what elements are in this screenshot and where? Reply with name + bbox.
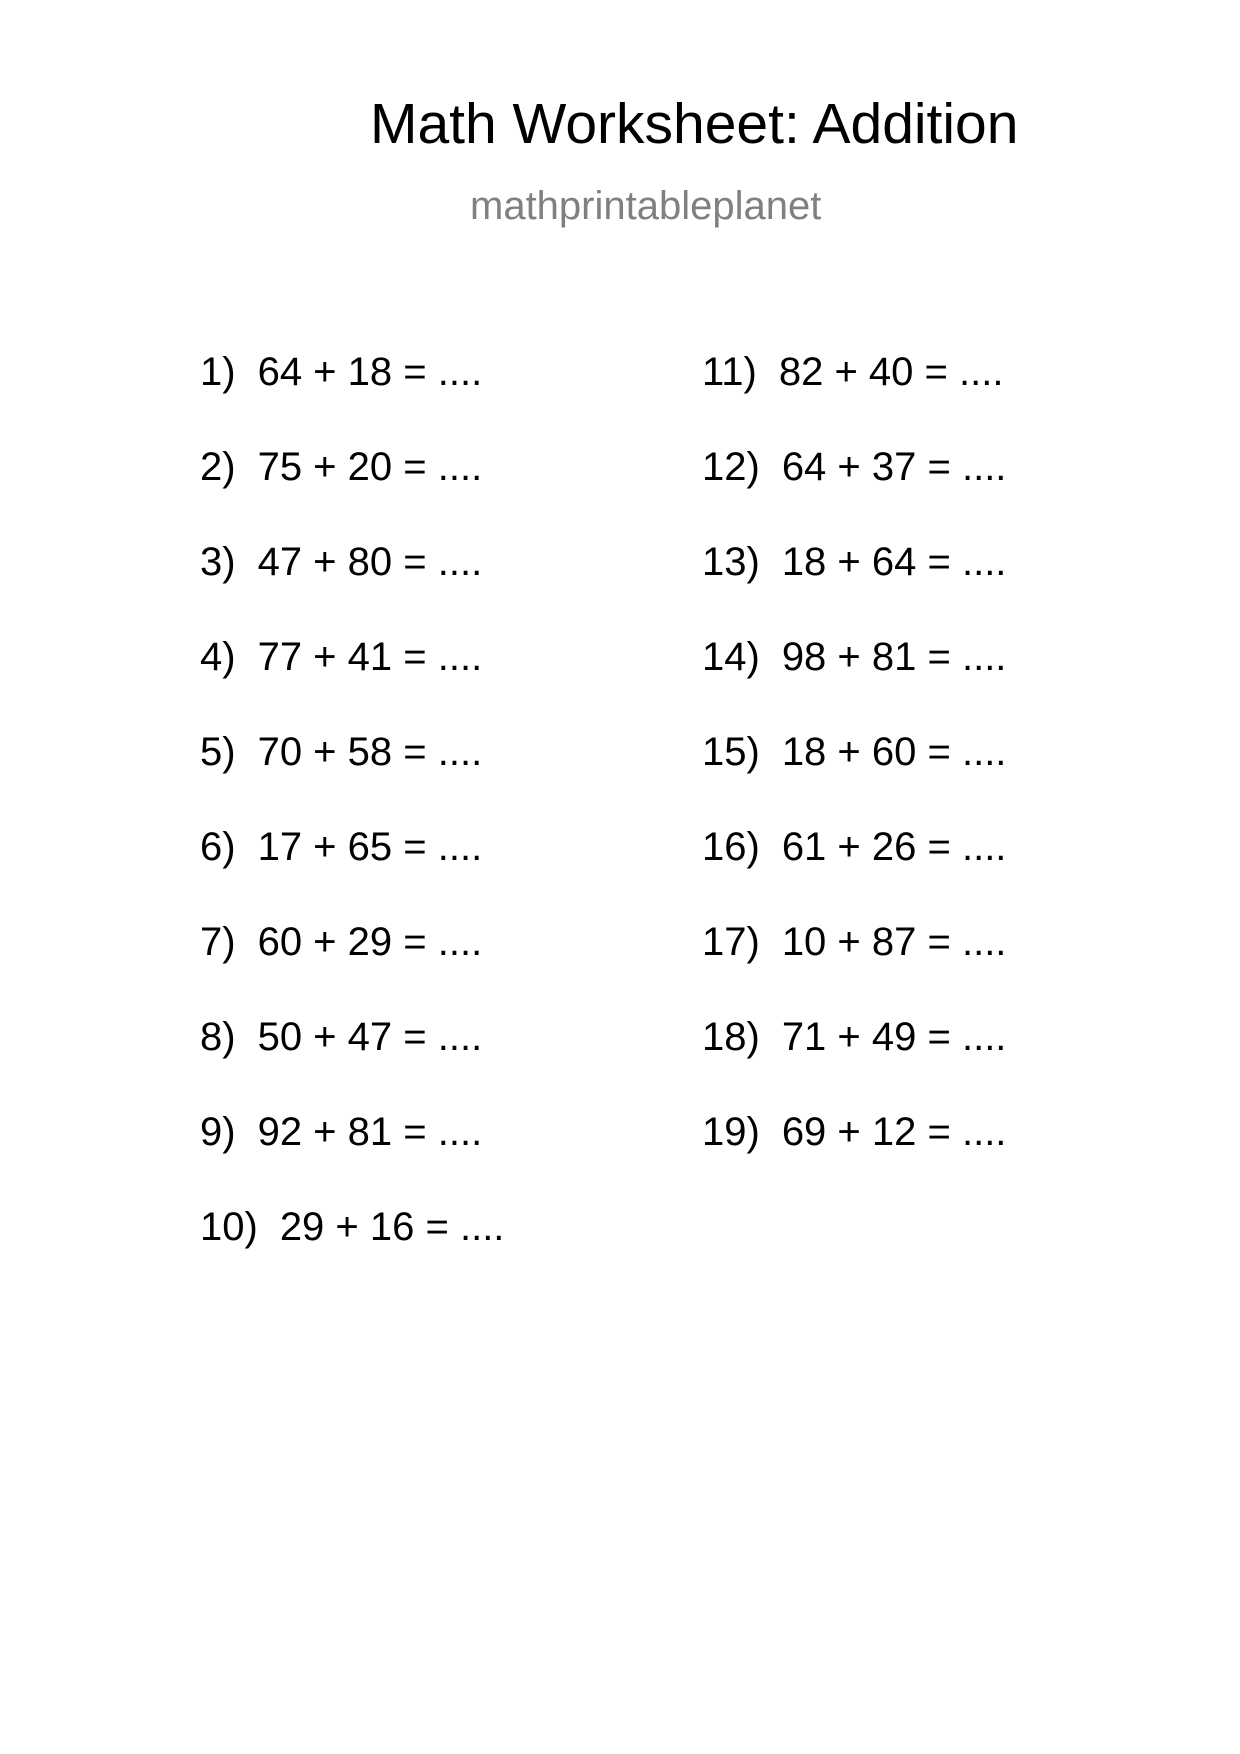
problem-number: 8)	[200, 1015, 236, 1059]
problem-item	[702, 827, 1006, 922]
problem-expression: 10 + 87 = ....	[781, 920, 1007, 964]
problem-expression: 60 + 29 = ....	[257, 920, 483, 964]
problem-number: 5)	[200, 730, 236, 774]
problem-number: 14)	[702, 635, 760, 679]
problem-item	[200, 447, 504, 542]
source-label: mathprintableplanet	[470, 184, 822, 228]
problem-expression: 29 + 16 = ....	[279, 1205, 505, 1249]
problem-number: 11)	[702, 350, 757, 394]
problem-number: 19)	[702, 1110, 760, 1154]
problem-item	[200, 1207, 504, 1302]
problem-item	[200, 1112, 504, 1207]
problem-number: 17)	[702, 920, 760, 964]
problem-expression: 47 + 80 = ....	[257, 540, 483, 584]
problem-number: 1)	[200, 350, 236, 394]
problem-expression: 18 + 60 = ....	[781, 730, 1007, 774]
problem-number: 4)	[200, 635, 236, 679]
problem-expression: 82 + 40 = ....	[778, 350, 1004, 394]
problem-number: 16)	[702, 825, 760, 869]
problem-item	[702, 352, 1006, 447]
problem-item	[702, 922, 1006, 1017]
problem-number: 2)	[200, 445, 236, 489]
problem-item	[702, 1112, 1006, 1207]
problem-item	[200, 637, 504, 732]
problem-expression: 17 + 65 = ....	[257, 825, 483, 869]
problem-expression: 71 + 49 = ....	[781, 1015, 1007, 1059]
problem-item	[200, 922, 504, 1017]
problem-expression: 98 + 81 = ....	[781, 635, 1007, 679]
problem-number: 15)	[702, 730, 760, 774]
page-title: Math Worksheet: Addition	[370, 92, 1019, 156]
problem-number: 18)	[702, 1015, 760, 1059]
problem-item	[200, 352, 504, 447]
problem-item	[200, 732, 504, 827]
problem-item	[702, 1017, 1006, 1112]
problem-item	[200, 542, 504, 637]
problems-column-left	[200, 352, 504, 1302]
problem-expression: 50 + 47 = ....	[257, 1015, 483, 1059]
problem-expression: 69 + 12 = ....	[781, 1110, 1007, 1154]
problem-number: 9)	[200, 1110, 236, 1154]
problem-number: 7)	[200, 920, 236, 964]
problem-expression: 77 + 41 = ....	[257, 635, 483, 679]
problem-item	[200, 827, 504, 922]
problem-expression: 61 + 26 = ....	[781, 825, 1007, 869]
problem-number: 12)	[702, 445, 760, 489]
problem-number: 10)	[200, 1205, 258, 1249]
problem-expression: 64 + 37 = ....	[781, 445, 1007, 489]
problem-item	[702, 732, 1006, 827]
problem-number: 13)	[702, 540, 760, 584]
problem-item	[702, 637, 1006, 732]
problem-expression: 64 + 18 = ....	[257, 350, 483, 394]
problem-expression: 92 + 81 = ....	[257, 1110, 483, 1154]
problem-expression: 18 + 64 = ....	[781, 540, 1007, 584]
problem-item	[702, 447, 1006, 542]
problem-item	[702, 542, 1006, 637]
problem-item	[200, 1017, 504, 1112]
problem-number: 6)	[200, 825, 236, 869]
problem-number: 3)	[200, 540, 236, 584]
problems-column-right	[702, 352, 1006, 1207]
problem-expression: 75 + 20 = ....	[257, 445, 483, 489]
problem-expression: 70 + 58 = ....	[257, 730, 483, 774]
